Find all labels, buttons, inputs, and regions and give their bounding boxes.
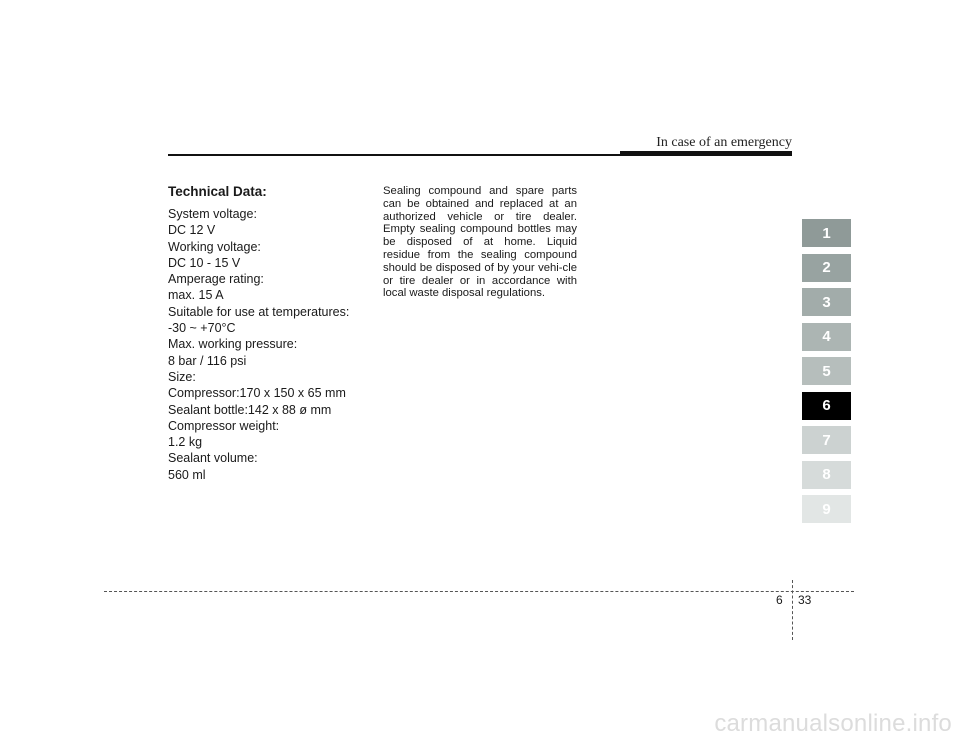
technical-data-column xyxy=(168,184,368,483)
chapter-tab-4[interactable]: 4 xyxy=(802,323,851,351)
spec-label: Amperage rating: xyxy=(168,272,264,287)
chapter-tab-6[interactable]: 6 xyxy=(802,392,851,420)
spec-value: DC 12 V xyxy=(168,223,216,238)
spec-label: System voltage: xyxy=(168,207,257,221)
chapter-tab-2[interactable]: 2 xyxy=(802,254,851,282)
footer-divider xyxy=(792,580,793,640)
spec-label: Suitable for use at temperatures: xyxy=(168,304,350,319)
technical-data-heading: Technical Data: xyxy=(168,184,267,199)
spec-label: Max. working pressure: xyxy=(168,337,298,352)
spec-value: Compressor:170 x 150 x 65 mm xyxy=(168,386,346,401)
spec-label: Size: xyxy=(168,369,196,384)
chapter-tab-8[interactable]: 8 xyxy=(802,461,851,489)
spec-label: Sealant volume: xyxy=(168,451,258,466)
disposal-note: Sealing compound and spare parts can be obtained and replaced at an authorized vehicle or tire dealer. Empty sealing compound bottles may be disposed of at home. Liquid residue from the sealing compound should be disposed of by your vehi-cle or tire dealer or in accordance with local waste disposal regulations. xyxy=(383,185,577,300)
spec-list xyxy=(168,206,368,483)
watermark: carmanualsonline.info xyxy=(714,710,952,737)
chapter-tab-1[interactable]: 1 xyxy=(802,219,851,247)
section-title: In case of an emergency xyxy=(656,135,792,150)
spec-value: 1.2 kg xyxy=(168,435,203,450)
chapter-tab-5[interactable]: 5 xyxy=(802,357,851,385)
spec-value: -30 ~ +70°C xyxy=(168,321,236,336)
footer-rule xyxy=(104,591,854,592)
spec-label: Compressor weight: xyxy=(168,418,280,433)
page-chapter-number: 6 xyxy=(776,593,783,607)
spec-value: 8 bar / 116 psi xyxy=(168,353,247,368)
chapter-tab-7[interactable]: 7 xyxy=(802,426,851,454)
spec-value: max. 15 A xyxy=(168,288,224,303)
spec-value: Sealant bottle:142 x 88 ø mm xyxy=(168,402,332,417)
chapter-tabs xyxy=(802,219,851,530)
spec-value: DC 10 - 15 V xyxy=(168,255,241,270)
spec-value: 560 ml xyxy=(168,467,206,482)
header-rule-accent xyxy=(620,151,792,156)
chapter-tab-9[interactable]: 9 xyxy=(802,495,851,523)
page-number: 33 xyxy=(798,593,812,607)
spec-label: Working voltage: xyxy=(168,239,261,254)
chapter-tab-3[interactable]: 3 xyxy=(802,288,851,316)
